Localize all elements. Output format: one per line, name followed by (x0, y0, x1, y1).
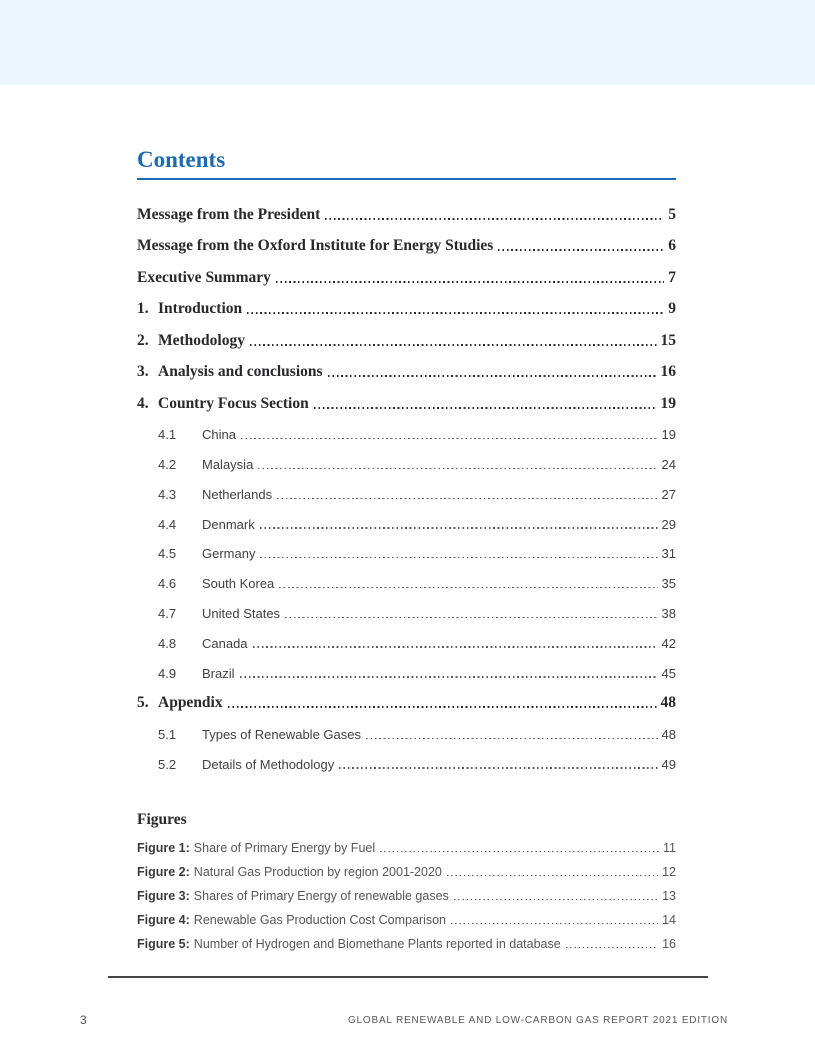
figure-entry-page: 16 (662, 937, 676, 952)
toc-entry[interactable] (137, 192, 676, 224)
figure-entry-title: Shares of Primary Energy of renewable gases (193, 889, 449, 904)
footer-rule (108, 976, 708, 978)
figure-entry-number: Figure 2: (137, 865, 190, 880)
page-content (137, 0, 676, 951)
toc-entry[interactable] (137, 651, 676, 681)
toc-leader-dots (260, 557, 657, 558)
toc-leader-dots (325, 218, 664, 220)
toc-entry[interactable] (137, 561, 676, 591)
toc-leader-dots (366, 738, 658, 739)
toc-entry-page: 31 (661, 546, 676, 562)
toc-entry-page: 19 (660, 394, 676, 412)
toc-entry-number: 4.5 (158, 546, 177, 562)
toc-entry-page: 15 (660, 331, 676, 349)
toc-entry-page: 48 (661, 726, 676, 742)
figure-entry-title: Share of Primary Energy by Fuel (193, 841, 376, 856)
toc-entry[interactable] (137, 287, 676, 319)
toc-leader-dots (258, 468, 657, 469)
toc-entry[interactable] (137, 350, 676, 382)
toc-entry-label: Canada (202, 635, 248, 651)
toc-leader-dots (228, 706, 657, 708)
figure-entry-title: Number of Hydrogen and Biomethane Plants reported in database (193, 937, 561, 952)
figure-entry-page: 12 (662, 865, 676, 880)
toc-entry-page: 35 (661, 576, 676, 592)
toc-entry-number: 4.3 (158, 486, 177, 502)
footer-page-number: 3 (80, 1013, 87, 1027)
figure-entry[interactable] (137, 927, 676, 951)
toc-entry-label: Executive Summary (137, 268, 271, 286)
toc-entry-number: 5.2 (158, 756, 177, 772)
figure-entry[interactable] (137, 855, 676, 879)
contents-heading: Contents (137, 147, 226, 172)
toc-leader-dots (247, 312, 664, 314)
figure-entry-number: Figure 1: (137, 841, 190, 856)
toc-entry-number: 3. (137, 363, 149, 380)
figure-entry[interactable] (137, 879, 676, 903)
toc-entry-page: 19 (661, 427, 676, 443)
figure-entry-number: Figure 4: (137, 913, 190, 928)
toc-entry-page: 45 (661, 665, 676, 681)
toc-entry-number: 5.1 (158, 726, 177, 742)
toc-entry-label: Details of Methodology (202, 756, 335, 772)
toc-leader-dots (279, 587, 657, 588)
toc-leader-dots (240, 676, 658, 677)
figure-entry-page: 14 (662, 913, 676, 928)
toc-entry-page: 9 (668, 300, 676, 317)
toc-entry-label: Brazil (202, 665, 235, 681)
figure-leader-dots (451, 923, 658, 924)
toc-entry-number: 4.7 (158, 606, 177, 622)
figure-entry-title: Renewable Gas Production Cost Comparison (193, 913, 447, 928)
toc-entry-label: South Korea (202, 576, 275, 592)
toc-entry-label: Netherlands (202, 486, 273, 502)
figure-leader-dots (454, 899, 658, 900)
toc-entry-page: 7 (668, 268, 676, 286)
toc-entry[interactable] (137, 532, 676, 562)
toc-leader-dots (260, 527, 658, 528)
toc-leader-dots (241, 438, 658, 439)
toc-entry-page: 49 (661, 756, 676, 772)
toc-entry[interactable] (137, 224, 676, 256)
toc-entry-page: 27 (661, 486, 676, 502)
toc-entry[interactable] (137, 591, 676, 621)
toc-leader-dots (277, 498, 657, 499)
toc-entry-label: Malaysia (202, 457, 254, 473)
figure-entry[interactable] (137, 831, 676, 855)
toc-entry-number: 4.2 (158, 457, 177, 473)
toc-entry-label: United States (202, 606, 281, 622)
figure-entry-page: 13 (662, 889, 676, 904)
toc-entry[interactable] (137, 255, 676, 287)
figure-entry[interactable] (137, 903, 676, 927)
toc-entry-page: 48 (660, 694, 676, 712)
toc-entry[interactable] (137, 712, 676, 742)
toc-entry-label: China (202, 427, 236, 443)
toc-entry-page: 5 (668, 205, 676, 223)
toc-entry-label: Appendix (158, 694, 223, 712)
toc-entry[interactable] (137, 442, 676, 472)
toc-entry-number: 4.1 (158, 427, 177, 443)
toc-entry-label: Message from the Oxford Institute for Energy Studies (137, 237, 494, 254)
toc-entry-number: 4.6 (158, 576, 177, 592)
figure-leader-dots (447, 875, 658, 876)
toc-entry-page: 42 (661, 635, 676, 651)
footer-report-title: GLOBAL RENEWABLE AND LOW-CARBON GAS REPORT 2021 EDITION (347, 1015, 728, 1026)
toc-entry-number: 1. (137, 300, 149, 317)
toc-leader-dots (276, 281, 664, 283)
toc-entry-number: 4.4 (158, 516, 177, 532)
toc-entry-number: 4.8 (158, 635, 177, 651)
figures-list (137, 831, 676, 951)
toc-entry-number: 4.9 (158, 665, 177, 681)
toc-leader-dots (314, 407, 657, 409)
figure-entry-number: Figure 3: (137, 889, 190, 904)
figure-leader-dots (566, 947, 658, 948)
toc-leader-dots (253, 646, 658, 647)
toc-entry-label: Introduction (158, 300, 243, 317)
toc-entry-page: 29 (661, 516, 676, 532)
toc-entry-label: Germany (202, 546, 256, 562)
table-of-contents (137, 192, 676, 772)
toc-entry-page: 38 (661, 606, 676, 622)
contents-heading-rule (137, 178, 676, 180)
toc-entry-page: 16 (660, 363, 676, 380)
figures-heading: Figures (137, 810, 187, 828)
toc-entry-number: 4. (137, 394, 149, 412)
toc-entry-number: 2. (137, 331, 149, 349)
toc-entry[interactable] (137, 502, 676, 532)
toc-entry-label: Types of Renewable Gases (202, 726, 361, 742)
toc-entry[interactable] (137, 681, 676, 713)
figure-leader-dots (380, 851, 659, 852)
toc-leader-dots (339, 767, 657, 768)
toc-entry-label: Methodology (158, 331, 245, 349)
toc-leader-dots (250, 344, 657, 346)
toc-entry[interactable] (137, 413, 676, 443)
figure-entry-page: 11 (663, 841, 676, 856)
toc-entry[interactable] (137, 742, 676, 772)
toc-leader-dots (498, 249, 664, 251)
toc-entry[interactable] (137, 472, 676, 502)
toc-entry-label: Denmark (202, 516, 255, 532)
toc-entry-label: Country Focus Section (158, 394, 309, 412)
toc-entry[interactable] (137, 381, 676, 413)
figure-entry-number: Figure 5: (137, 937, 190, 952)
toc-entry-label: Analysis and conclusions (158, 363, 323, 380)
toc-entry-page: 6 (668, 237, 676, 254)
toc-entry[interactable] (137, 621, 676, 651)
toc-entry-page: 24 (661, 457, 676, 473)
figure-entry-title: Natural Gas Production by region 2001-2020 (193, 865, 442, 880)
toc-entry[interactable] (137, 318, 676, 350)
toc-leader-dots (328, 375, 657, 377)
toc-leader-dots (285, 617, 657, 618)
toc-entry-label: Message from the President (137, 205, 321, 223)
toc-entry-number: 5. (137, 694, 149, 712)
